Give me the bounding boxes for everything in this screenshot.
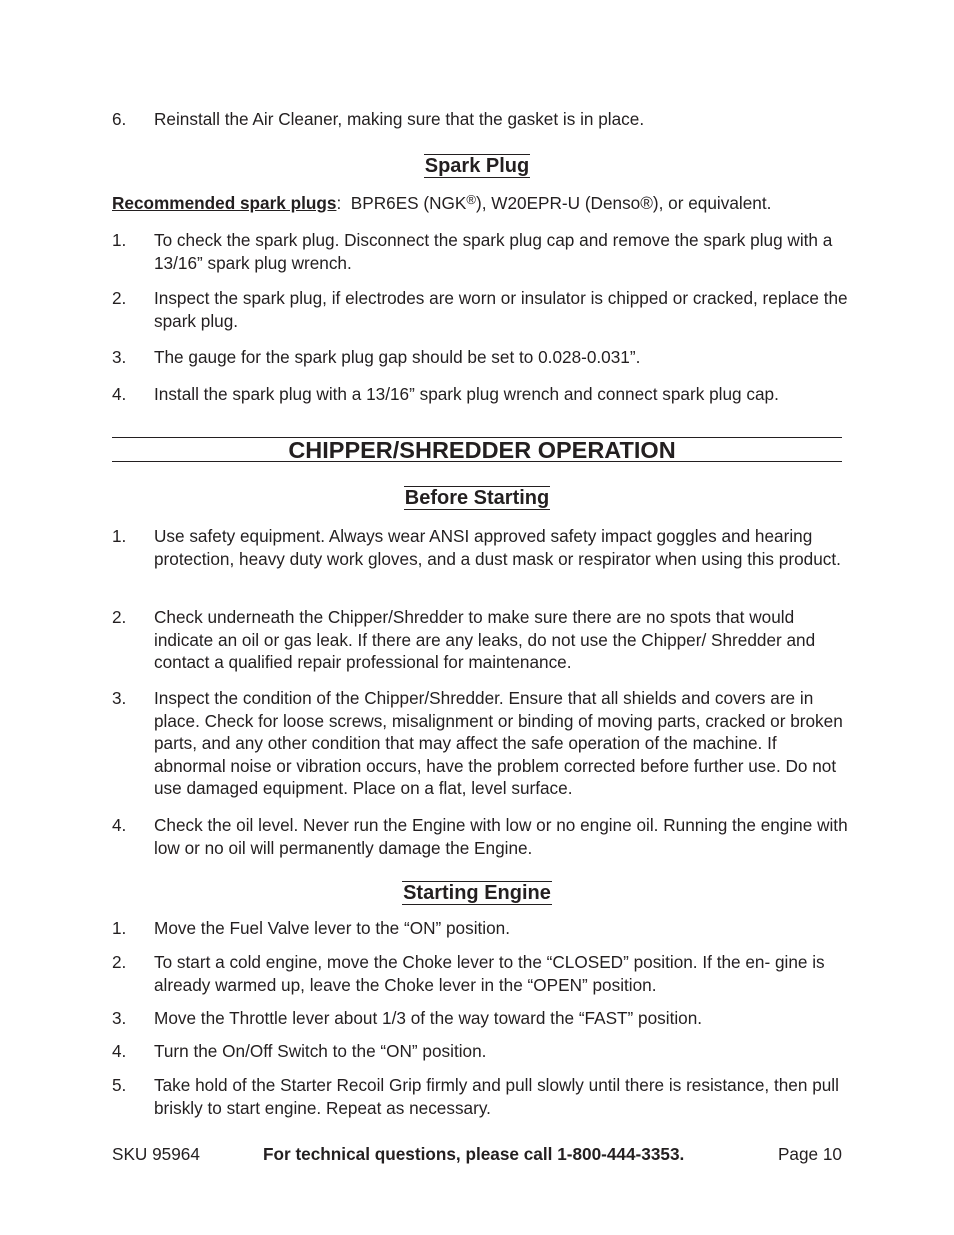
section-title: CHIPPER/SHREDDER OPERATION [288, 437, 676, 463]
spark-plug-heading: Spark Plug [424, 155, 530, 177]
recommended-value-a: BPR6ES (NGK [350, 193, 467, 213]
recommended-value-b: ), W20EPR-U (Denso®), or equivalent. [475, 193, 772, 213]
item-number: 6. [112, 109, 127, 129]
starting-engine-heading: Starting Engine [403, 882, 551, 904]
item-text: Reinstall the Air Cleaner, making sure that the gasket is in place. [154, 109, 645, 129]
registered-mark: ® [466, 192, 476, 207]
recommended-label: Recommended spark plugs [112, 193, 337, 213]
footer-page-number: Page 10 [777, 1144, 842, 1164]
before-starting-heading: Before Starting [404, 487, 550, 509]
section-rule-bottom [112, 461, 842, 462]
recommended-spark-plugs: Recommended spark plugs: BPR6ES (NGK®), W20EPR-U (Denso®), or equivalent. [112, 192, 772, 213]
footer-support-phone: For technical questions, please call 1-800-444-3353. [263, 1144, 685, 1164]
footer-sku: SKU 95964 [112, 1144, 200, 1164]
